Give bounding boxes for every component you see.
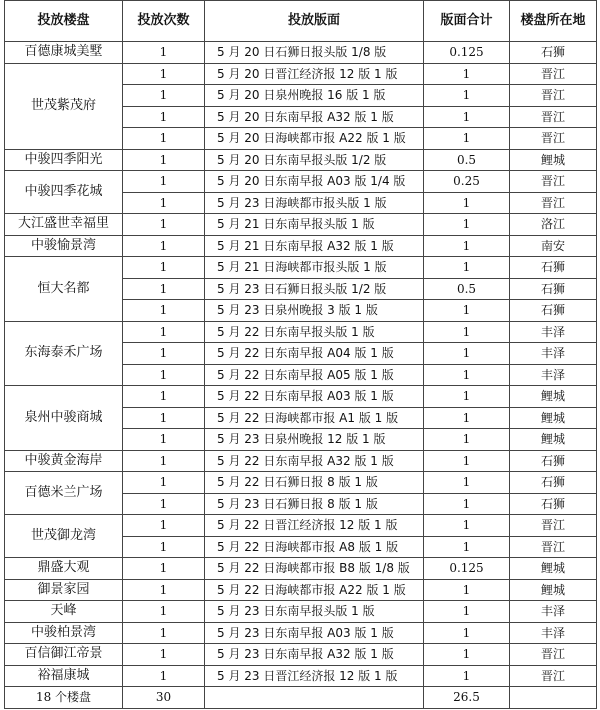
location-cell: 石狮 [510, 493, 597, 515]
area-cell: 0.25 [424, 171, 510, 193]
slot-cell: 5 月 20 日东南早报 A32 版 1 版 [205, 106, 424, 128]
count-cell: 1 [123, 85, 205, 107]
area-cell: 1 [424, 192, 510, 214]
total-location [510, 687, 597, 709]
slot-cell: 5 月 20 日东南早报头版 1/2 版 [205, 149, 424, 171]
area-cell: 1 [424, 515, 510, 537]
table-row [5, 472, 597, 494]
count-cell: 1 [123, 257, 205, 279]
slot-cell: 5 月 22 日东南早报 A04 版 1 版 [205, 343, 424, 365]
area-cell: 1 [424, 622, 510, 644]
count-cell: 1 [123, 558, 205, 580]
project-name-cell: 泉州中骏商城 [5, 386, 123, 451]
location-cell: 鲤城 [510, 558, 597, 580]
count-cell: 1 [123, 407, 205, 429]
slot-cell: 5 月 22 日海峡都市报 A22 版 1 版 [205, 579, 424, 601]
area-cell: 1 [424, 536, 510, 558]
location-cell: 晋江 [510, 644, 597, 666]
area-cell: 0.125 [424, 558, 510, 580]
area-cell: 1 [424, 601, 510, 623]
project-name-cell: 中骏愉景湾 [5, 235, 123, 257]
slot-cell: 5 月 23 日泉州晚报 12 版 1 版 [205, 429, 424, 451]
count-cell: 1 [123, 149, 205, 171]
location-cell: 晋江 [510, 128, 597, 150]
area-cell: 1 [424, 128, 510, 150]
slot-cell: 5 月 20 日泉州晚报 16 版 1 版 [205, 85, 424, 107]
slot-cell: 5 月 23 日泉州晚报 3 版 1 版 [205, 300, 424, 322]
table-row [5, 321, 597, 343]
header-count: 投放次数 [123, 1, 205, 42]
location-cell: 石狮 [510, 472, 597, 494]
area-cell: 1 [424, 343, 510, 365]
area-cell: 0.5 [424, 149, 510, 171]
location-cell: 石狮 [510, 42, 597, 64]
project-name-cell: 恒大名都 [5, 257, 123, 322]
area-cell: 1 [424, 429, 510, 451]
count-cell: 1 [123, 343, 205, 365]
slot-cell: 5 月 23 日东南早报 A32 版 1 版 [205, 644, 424, 666]
table-row [5, 622, 597, 644]
total-slot [205, 687, 424, 709]
location-cell: 洛江 [510, 214, 597, 236]
table-row [5, 601, 597, 623]
table-row [5, 665, 597, 687]
location-cell: 丰泽 [510, 622, 597, 644]
area-cell: 1 [424, 644, 510, 666]
project-name-cell: 裕福康城 [5, 665, 123, 687]
table-row [5, 63, 597, 85]
area-cell: 1 [424, 106, 510, 128]
slot-cell: 5 月 21 日东南早报头版 1 版 [205, 214, 424, 236]
table-row [5, 579, 597, 601]
table-body [5, 42, 597, 687]
count-cell: 1 [123, 429, 205, 451]
count-cell: 1 [123, 214, 205, 236]
count-cell: 1 [123, 665, 205, 687]
count-cell: 1 [123, 128, 205, 150]
area-cell: 1 [424, 665, 510, 687]
project-name-cell: 中骏柏景湾 [5, 622, 123, 644]
table-row [5, 42, 597, 64]
location-cell: 晋江 [510, 536, 597, 558]
header-location: 楼盘所在地 [510, 1, 597, 42]
location-cell: 晋江 [510, 171, 597, 193]
project-name-cell: 百信御江帝景 [5, 644, 123, 666]
slot-cell: 5 月 20 日石狮日报头版 1/8 版 [205, 42, 424, 64]
area-cell: 1 [424, 214, 510, 236]
location-cell: 晋江 [510, 85, 597, 107]
table-row [5, 171, 597, 193]
count-cell: 1 [123, 63, 205, 85]
project-name-cell: 百德康城美墅 [5, 42, 123, 64]
table-row [5, 644, 597, 666]
count-cell: 1 [123, 278, 205, 300]
area-cell: 1 [424, 257, 510, 279]
location-cell: 石狮 [510, 257, 597, 279]
count-cell: 1 [123, 450, 205, 472]
location-cell: 晋江 [510, 515, 597, 537]
area-cell: 1 [424, 472, 510, 494]
count-cell: 1 [123, 644, 205, 666]
project-name-cell: 中骏四季花城 [5, 171, 123, 214]
slot-cell: 5 月 20 日海峡都市报 A22 版 1 版 [205, 128, 424, 150]
location-cell: 晋江 [510, 665, 597, 687]
count-cell: 1 [123, 622, 205, 644]
table-row [5, 257, 597, 279]
total-count: 30 [123, 687, 205, 709]
location-cell: 晋江 [510, 63, 597, 85]
count-cell: 1 [123, 364, 205, 386]
area-cell: 1 [424, 300, 510, 322]
area-cell: 1 [424, 63, 510, 85]
total-project: 18 个楼盘 [5, 687, 123, 709]
location-cell: 南安 [510, 235, 597, 257]
project-name-cell: 中骏四季阳光 [5, 149, 123, 171]
slot-cell: 5 月 22 日东南早报头版 1 版 [205, 321, 424, 343]
count-cell: 1 [123, 300, 205, 322]
count-cell: 1 [123, 536, 205, 558]
area-cell: 1 [424, 579, 510, 601]
project-name-cell: 天峰 [5, 601, 123, 623]
slot-cell: 5 月 23 日晋江经济报 12 版 1 版 [205, 665, 424, 687]
count-cell: 1 [123, 321, 205, 343]
count-cell: 1 [123, 386, 205, 408]
slot-cell: 5 月 21 日东南早报 A32 版 1 版 [205, 235, 424, 257]
location-cell: 鲤城 [510, 149, 597, 171]
slot-cell: 5 月 22 日海峡都市报 A8 版 1 版 [205, 536, 424, 558]
count-cell: 1 [123, 472, 205, 494]
table-row [5, 386, 597, 408]
total-area: 26.5 [424, 687, 510, 709]
project-name-cell: 大江盛世幸福里 [5, 214, 123, 236]
slot-cell: 5 月 22 日海峡都市报 A1 版 1 版 [205, 407, 424, 429]
count-cell: 1 [123, 106, 205, 128]
header-slot: 投放版面 [205, 1, 424, 42]
project-name-cell: 世茂御龙湾 [5, 515, 123, 558]
slot-cell: 5 月 22 日东南早报 A03 版 1 版 [205, 386, 424, 408]
project-name-cell: 世茂紫茂府 [5, 63, 123, 149]
header-row [5, 1, 597, 42]
slot-cell: 5 月 23 日东南早报头版 1 版 [205, 601, 424, 623]
area-cell: 1 [424, 235, 510, 257]
slot-cell: 5 月 23 日东南早报 A03 版 1 版 [205, 622, 424, 644]
location-cell: 丰泽 [510, 601, 597, 623]
area-cell: 1 [424, 85, 510, 107]
count-cell: 1 [123, 601, 205, 623]
location-cell: 石狮 [510, 278, 597, 300]
location-cell: 晋江 [510, 192, 597, 214]
project-name-cell: 鼎盛大观 [5, 558, 123, 580]
count-cell: 1 [123, 235, 205, 257]
slot-cell: 5 月 22 日石狮日报 8 版 1 版 [205, 472, 424, 494]
location-cell: 鲤城 [510, 386, 597, 408]
location-cell: 丰泽 [510, 343, 597, 365]
area-cell: 0.125 [424, 42, 510, 64]
project-name-cell: 御景家园 [5, 579, 123, 601]
location-cell: 鲤城 [510, 407, 597, 429]
slot-cell: 5 月 22 日东南早报 A32 版 1 版 [205, 450, 424, 472]
project-name-cell: 中骏黄金海岸 [5, 450, 123, 472]
table-row [5, 235, 597, 257]
project-name-cell: 百德米兰广场 [5, 472, 123, 515]
table-row [5, 149, 597, 171]
slot-cell: 5 月 20 日晋江经济报 12 版 1 版 [205, 63, 424, 85]
header-area: 版面合计 [424, 1, 510, 42]
header-project: 投放楼盘 [5, 1, 123, 42]
slot-cell: 5 月 21 日海峡都市报头版 1 版 [205, 257, 424, 279]
project-name-cell: 东海泰禾广场 [5, 321, 123, 386]
total-row [5, 687, 597, 709]
area-cell: 0.5 [424, 278, 510, 300]
count-cell: 1 [123, 171, 205, 193]
count-cell: 1 [123, 192, 205, 214]
count-cell: 1 [123, 42, 205, 64]
location-cell: 石狮 [510, 450, 597, 472]
slot-cell: 5 月 23 日石狮日报 8 版 1 版 [205, 493, 424, 515]
count-cell: 1 [123, 579, 205, 601]
slot-cell: 5 月 23 日海峡都市报头版 1 版 [205, 192, 424, 214]
location-cell: 鲤城 [510, 429, 597, 451]
location-cell: 丰泽 [510, 321, 597, 343]
table-row [5, 214, 597, 236]
table-row [5, 558, 597, 580]
location-cell: 丰泽 [510, 364, 597, 386]
location-cell: 鲤城 [510, 579, 597, 601]
area-cell: 1 [424, 386, 510, 408]
area-cell: 1 [424, 493, 510, 515]
location-cell: 晋江 [510, 106, 597, 128]
area-cell: 1 [424, 321, 510, 343]
table-row [5, 450, 597, 472]
table-row [5, 515, 597, 537]
location-cell: 石狮 [510, 300, 597, 322]
count-cell: 1 [123, 493, 205, 515]
slot-cell: 5 月 23 日石狮日报头版 1/2 版 [205, 278, 424, 300]
area-cell: 1 [424, 364, 510, 386]
slot-cell: 5 月 22 日晋江经济报 12 版 1 版 [205, 515, 424, 537]
area-cell: 1 [424, 450, 510, 472]
count-cell: 1 [123, 515, 205, 537]
ad-placement-table [4, 0, 597, 709]
slot-cell: 5 月 20 日东南早报 A03 版 1/4 版 [205, 171, 424, 193]
slot-cell: 5 月 22 日海峡都市报 B8 版 1/8 版 [205, 558, 424, 580]
slot-cell: 5 月 22 日东南早报 A05 版 1 版 [205, 364, 424, 386]
area-cell: 1 [424, 407, 510, 429]
